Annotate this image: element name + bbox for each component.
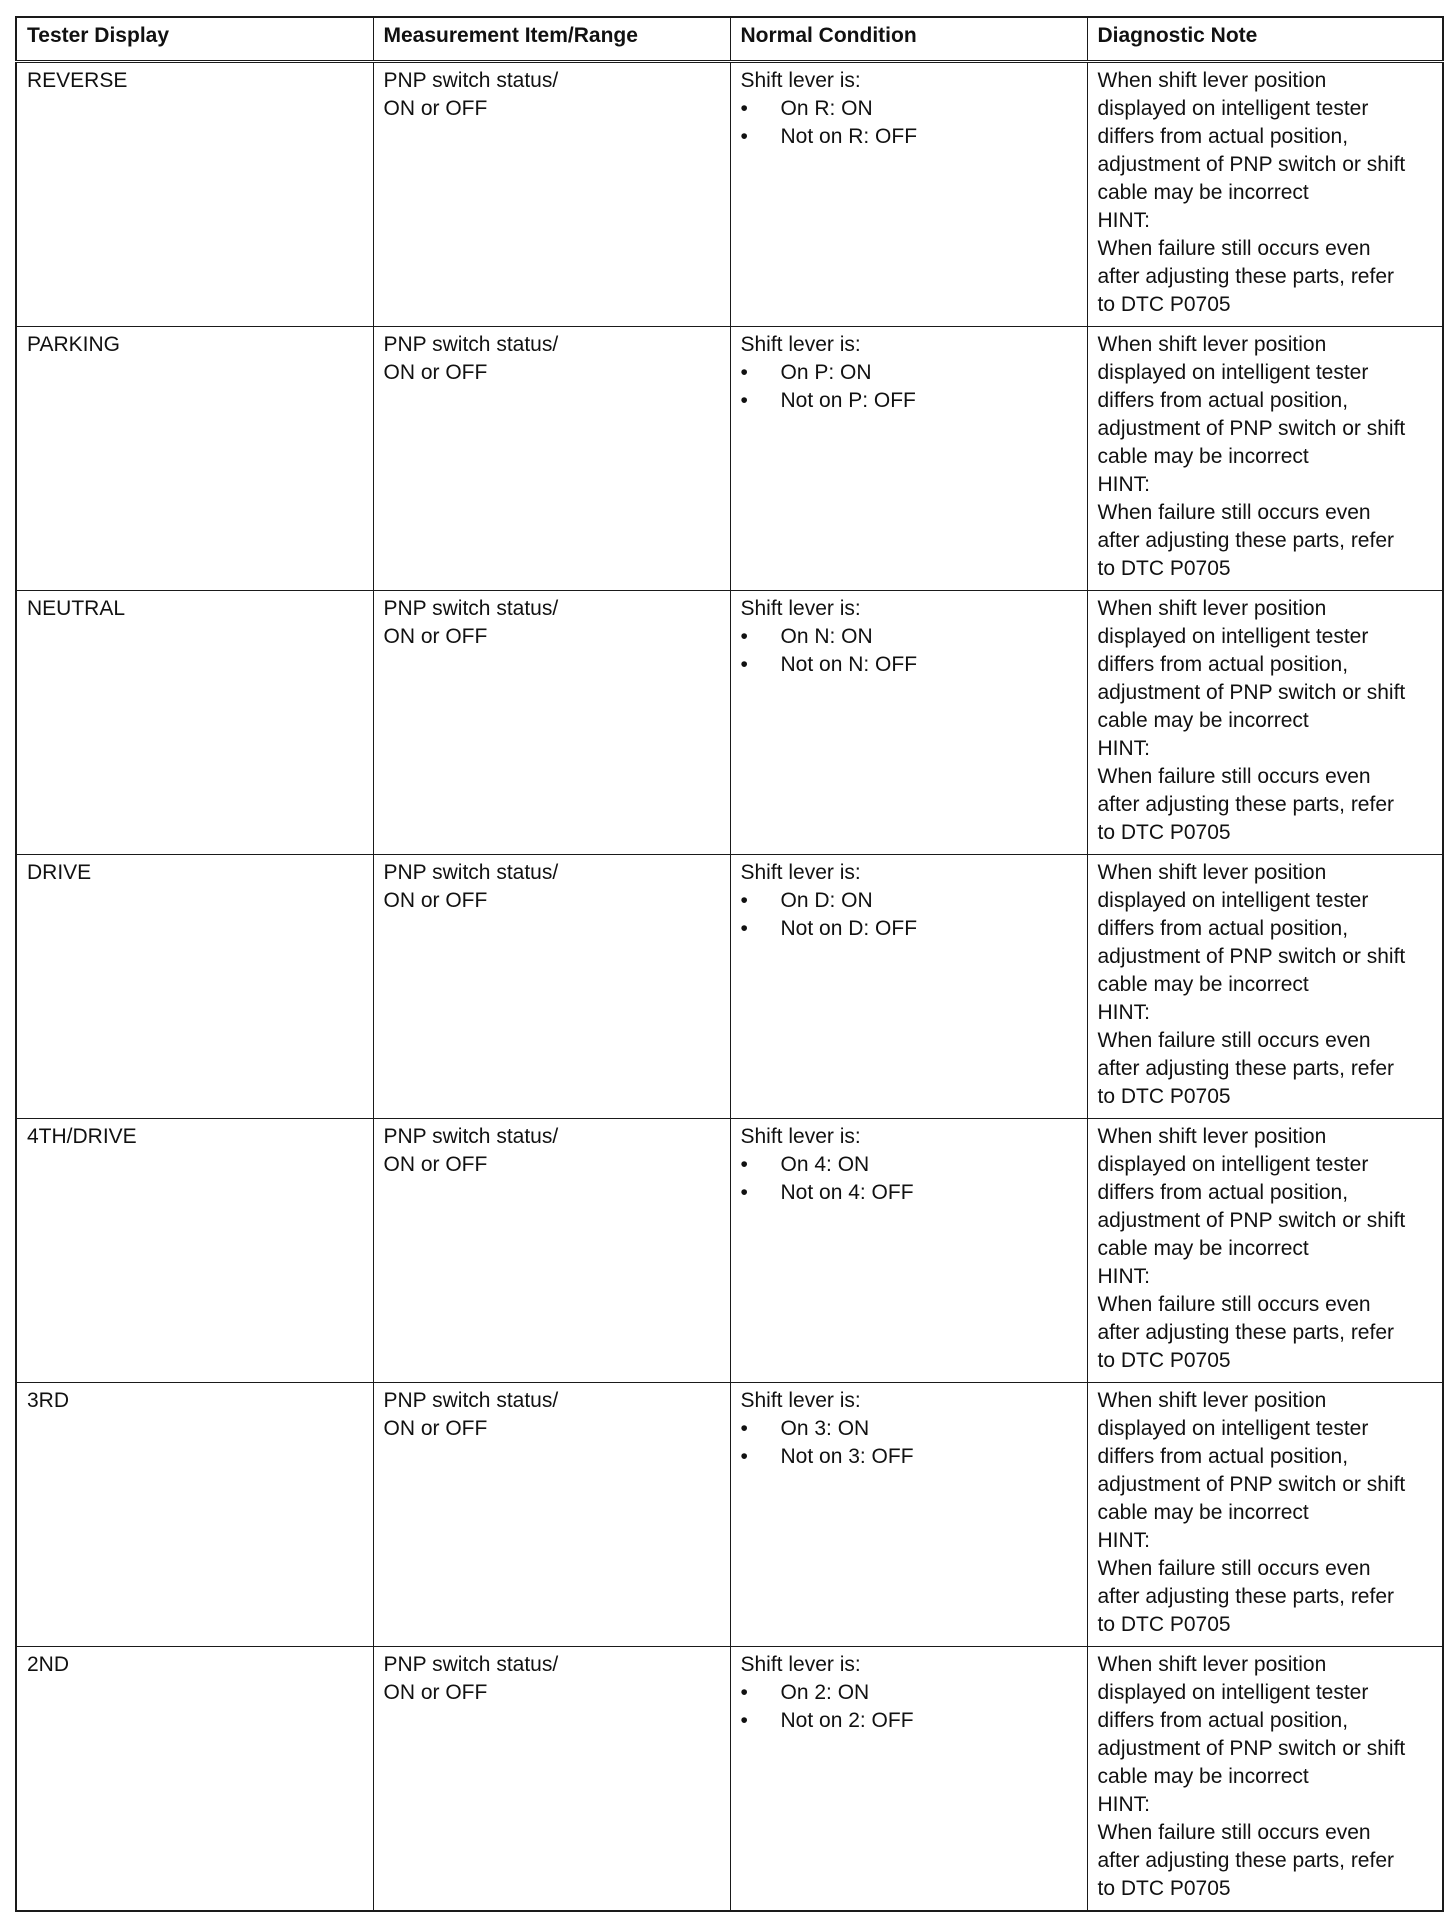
bullet-dot-icon: • — [740, 1681, 748, 1704]
table-row — [16, 1383, 1443, 1647]
cell-diagnostic-note — [1087, 591, 1443, 855]
note-line: When failure still occurs even — [1097, 237, 1371, 260]
note-line: to DTC P0705 — [1097, 821, 1231, 844]
measurement-line: ON or OFF — [383, 889, 488, 912]
note-line: HINT: — [1097, 737, 1150, 760]
note-line: differs from actual position, — [1097, 1445, 1349, 1468]
condition-item — [741, 1443, 1077, 1471]
condition-item-text: On D: ON — [780, 889, 873, 912]
condition-intro: Shift lever is: — [740, 1125, 861, 1148]
cell-normal-condition — [730, 1647, 1087, 1912]
note-line: When failure still occurs even — [1097, 1293, 1371, 1316]
bullet-dot-icon: • — [740, 1709, 748, 1732]
condition-item-text: On P: ON — [780, 361, 872, 384]
note-line: cable may be incorrect — [1097, 1501, 1309, 1524]
note-line: adjustment of PNP switch or shift — [1097, 1737, 1406, 1760]
note-line: displayed on intelligent tester — [1097, 1417, 1369, 1440]
condition-intro: Shift lever is: — [740, 333, 861, 356]
note-line: to DTC P0705 — [1097, 557, 1231, 580]
note-line: displayed on intelligent tester — [1097, 361, 1369, 384]
bullet-dot-icon: • — [740, 361, 748, 384]
condition-item — [741, 651, 1077, 679]
note-line: cable may be incorrect — [1097, 181, 1309, 204]
note-line: adjustment of PNP switch or shift — [1097, 153, 1406, 176]
condition-item-text: On 2: ON — [780, 1681, 870, 1704]
cell-tester-display: PARKING — [16, 327, 373, 591]
measurement-line: ON or OFF — [383, 1417, 488, 1440]
header-diagnostic-note: Diagnostic Note — [1087, 17, 1443, 62]
condition-item — [741, 915, 1077, 943]
table-row — [16, 1647, 1443, 1912]
condition-item — [741, 623, 1077, 651]
condition-item — [741, 359, 1077, 387]
condition-item-text: On R: ON — [780, 97, 873, 120]
condition-item-text: Not on 2: OFF — [780, 1709, 914, 1732]
bullet-dot-icon: • — [740, 125, 748, 148]
cell-measurement-item — [373, 1383, 730, 1647]
cell-normal-condition — [730, 591, 1087, 855]
cell-tester-display: DRIVE — [16, 855, 373, 1119]
condition-item-text: Not on 4: OFF — [780, 1181, 914, 1204]
data-list-table — [15, 16, 1444, 1912]
note-line: after adjusting these parts, refer — [1097, 1585, 1394, 1608]
cell-tester-display: REVERSE — [16, 62, 373, 327]
header-row — [16, 17, 1443, 62]
note-line: differs from actual position, — [1097, 917, 1349, 940]
note-line: to DTC P0705 — [1097, 293, 1231, 316]
cell-diagnostic-note — [1087, 62, 1443, 327]
note-line: HINT: — [1097, 473, 1150, 496]
cell-tester-display: 4TH/DRIVE — [16, 1119, 373, 1383]
cell-normal-condition — [730, 1119, 1087, 1383]
bullet-dot-icon: • — [740, 1153, 748, 1176]
table-row — [16, 855, 1443, 1119]
cell-measurement-item — [373, 1647, 730, 1912]
measurement-line: PNP switch status/ — [383, 333, 559, 356]
note-line: to DTC P0705 — [1097, 1085, 1231, 1108]
condition-intro: Shift lever is: — [740, 69, 861, 92]
condition-item-text: On 4: ON — [780, 1153, 870, 1176]
condition-item — [741, 1179, 1077, 1207]
cell-measurement-item — [373, 62, 730, 327]
note-line: adjustment of PNP switch or shift — [1097, 1209, 1406, 1232]
condition-item-text: On N: ON — [780, 625, 873, 648]
note-line: cable may be incorrect — [1097, 1765, 1309, 1788]
note-line: When shift lever position — [1097, 861, 1327, 884]
note-line: to DTC P0705 — [1097, 1877, 1231, 1900]
note-line: HINT: — [1097, 1265, 1150, 1288]
cell-normal-condition — [730, 855, 1087, 1119]
cell-tester-display: NEUTRAL — [16, 591, 373, 855]
measurement-line: ON or OFF — [383, 1681, 488, 1704]
note-line: When shift lever position — [1097, 1389, 1327, 1412]
bullet-dot-icon: • — [740, 389, 748, 412]
note-line: When shift lever position — [1097, 1653, 1327, 1676]
measurement-line: ON or OFF — [383, 1153, 488, 1176]
cell-measurement-item — [373, 327, 730, 591]
note-line: HINT: — [1097, 1001, 1150, 1024]
measurement-line: PNP switch status/ — [383, 597, 559, 620]
note-line: When failure still occurs even — [1097, 1557, 1371, 1580]
note-line: to DTC P0705 — [1097, 1349, 1231, 1372]
cell-normal-condition — [730, 62, 1087, 327]
condition-item — [741, 1151, 1077, 1179]
note-line: cable may be incorrect — [1097, 973, 1309, 996]
note-line: after adjusting these parts, refer — [1097, 793, 1394, 816]
measurement-line: PNP switch status/ — [383, 1389, 559, 1412]
note-line: When shift lever position — [1097, 333, 1327, 356]
header-normal-condition: Normal Condition — [730, 17, 1087, 62]
bullet-dot-icon: • — [740, 653, 748, 676]
note-line: When failure still occurs even — [1097, 765, 1371, 788]
note-line: When failure still occurs even — [1097, 501, 1371, 524]
table-row — [16, 62, 1443, 327]
note-line: differs from actual position, — [1097, 125, 1349, 148]
note-line: differs from actual position, — [1097, 1709, 1349, 1732]
note-line: When shift lever position — [1097, 1125, 1327, 1148]
note-line: displayed on intelligent tester — [1097, 625, 1369, 648]
note-line: displayed on intelligent tester — [1097, 1153, 1369, 1176]
condition-item-text: Not on P: OFF — [780, 389, 916, 412]
cell-measurement-item — [373, 1119, 730, 1383]
cell-diagnostic-note — [1087, 1647, 1443, 1912]
note-line: When shift lever position — [1097, 69, 1327, 92]
cell-tester-display: 2ND — [16, 1647, 373, 1912]
note-line: displayed on intelligent tester — [1097, 1681, 1369, 1704]
note-line: adjustment of PNP switch or shift — [1097, 417, 1406, 440]
condition-item — [741, 1679, 1077, 1707]
bullet-dot-icon: • — [740, 1417, 748, 1440]
cell-normal-condition — [730, 1383, 1087, 1647]
condition-item-text: Not on 3: OFF — [780, 1445, 914, 1468]
condition-item — [741, 123, 1077, 151]
note-line: after adjusting these parts, refer — [1097, 1849, 1394, 1872]
condition-intro: Shift lever is: — [740, 1389, 861, 1412]
cell-diagnostic-note — [1087, 327, 1443, 591]
condition-item — [741, 1415, 1077, 1443]
condition-item — [741, 95, 1077, 123]
note-line: differs from actual position, — [1097, 389, 1349, 412]
bullet-dot-icon: • — [740, 625, 748, 648]
condition-item — [741, 887, 1077, 915]
cell-measurement-item — [373, 591, 730, 855]
measurement-line: ON or OFF — [383, 361, 488, 384]
measurement-line: PNP switch status/ — [383, 861, 559, 884]
condition-intro: Shift lever is: — [740, 861, 861, 884]
cell-diagnostic-note — [1087, 1383, 1443, 1647]
bullet-dot-icon: • — [740, 889, 748, 912]
condition-item-text: Not on N: OFF — [780, 653, 918, 676]
cell-diagnostic-note — [1087, 855, 1443, 1119]
cell-normal-condition — [730, 327, 1087, 591]
note-line: adjustment of PNP switch or shift — [1097, 1473, 1406, 1496]
condition-item-text: On 3: ON — [780, 1417, 870, 1440]
note-line: differs from actual position, — [1097, 653, 1349, 676]
measurement-line: PNP switch status/ — [383, 1125, 559, 1148]
note-line: to DTC P0705 — [1097, 1613, 1231, 1636]
measurement-line: PNP switch status/ — [383, 1653, 559, 1676]
cell-measurement-item — [373, 855, 730, 1119]
table-row — [16, 591, 1443, 855]
note-line: differs from actual position, — [1097, 1181, 1349, 1204]
condition-intro: Shift lever is: — [740, 1653, 861, 1676]
bullet-dot-icon: • — [740, 1445, 748, 1468]
measurement-line: PNP switch status/ — [383, 69, 559, 92]
bullet-dot-icon: • — [740, 917, 748, 940]
table-body — [16, 62, 1443, 1912]
note-line: after adjusting these parts, refer — [1097, 529, 1394, 552]
note-line: after adjusting these parts, refer — [1097, 1321, 1394, 1344]
cell-diagnostic-note — [1087, 1119, 1443, 1383]
note-line: When failure still occurs even — [1097, 1029, 1371, 1052]
condition-item — [741, 387, 1077, 415]
note-line: adjustment of PNP switch or shift — [1097, 945, 1406, 968]
measurement-line: ON or OFF — [383, 625, 488, 648]
note-line: HINT: — [1097, 1793, 1150, 1816]
note-line: cable may be incorrect — [1097, 709, 1309, 732]
note-line: HINT: — [1097, 209, 1150, 232]
note-line: displayed on intelligent tester — [1097, 97, 1369, 120]
header-measurement-item: Measurement Item/Range — [373, 17, 730, 62]
note-line: after adjusting these parts, refer — [1097, 265, 1394, 288]
table-row — [16, 327, 1443, 591]
header-tester-display: Tester Display — [16, 17, 373, 62]
cell-tester-display: 3RD — [16, 1383, 373, 1647]
note-line: cable may be incorrect — [1097, 1237, 1309, 1260]
note-line: When failure still occurs even — [1097, 1821, 1371, 1844]
condition-item — [741, 1707, 1077, 1735]
note-line: adjustment of PNP switch or shift — [1097, 681, 1406, 704]
note-line: When shift lever position — [1097, 597, 1327, 620]
measurement-line: ON or OFF — [383, 97, 488, 120]
note-line: cable may be incorrect — [1097, 445, 1309, 468]
note-line: HINT: — [1097, 1529, 1150, 1552]
note-line: after adjusting these parts, refer — [1097, 1057, 1394, 1080]
bullet-dot-icon: • — [740, 97, 748, 120]
note-line: displayed on intelligent tester — [1097, 889, 1369, 912]
condition-intro: Shift lever is: — [740, 597, 861, 620]
condition-item-text: Not on D: OFF — [780, 917, 918, 940]
bullet-dot-icon: • — [740, 1181, 748, 1204]
condition-item-text: Not on R: OFF — [780, 125, 918, 148]
table-row — [16, 1119, 1443, 1383]
